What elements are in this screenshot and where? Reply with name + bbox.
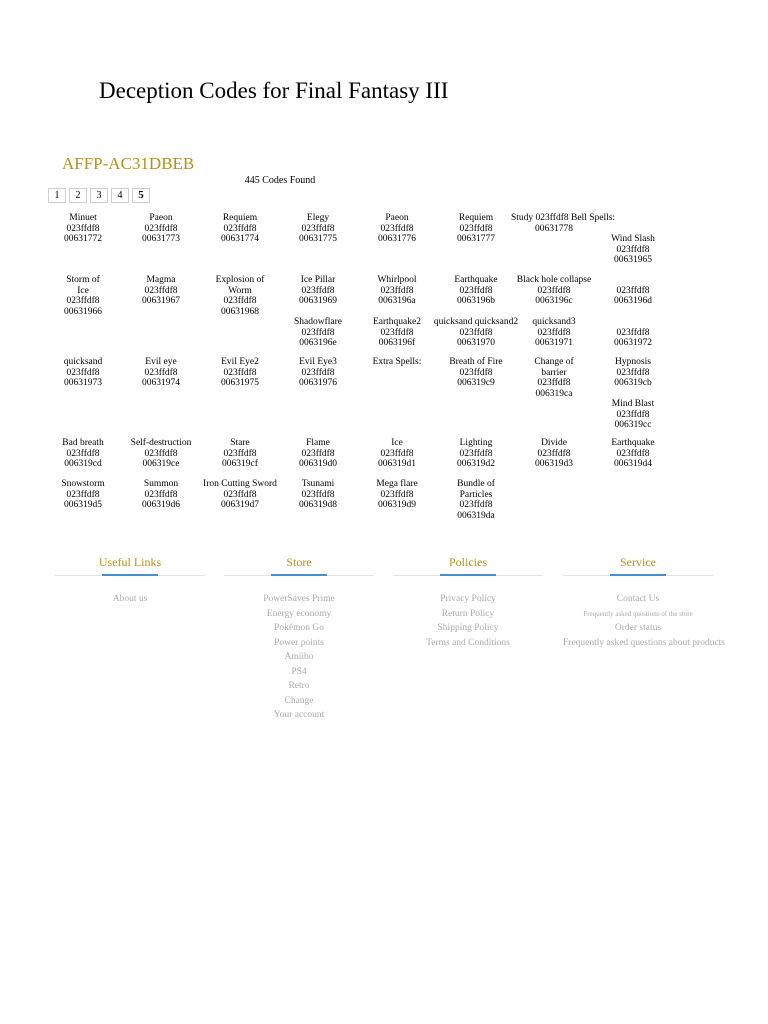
code-line: Extra Spells:	[372, 357, 422, 367]
code-line: 0063196d	[614, 296, 652, 306]
code-line: 023ffdf8	[380, 223, 414, 234]
code-line: 023ffdf8	[616, 285, 650, 296]
code-line: Particles	[459, 489, 493, 500]
code-line: 0063196b	[457, 296, 495, 306]
page-button-3[interactable]: 3	[90, 188, 108, 203]
code-entry	[433, 438, 519, 470]
code-entry	[197, 213, 283, 245]
code-line: 023ffdf8	[380, 327, 414, 338]
page-button-1[interactable]: 1	[48, 188, 66, 203]
code-line: 023ffdf8	[66, 448, 100, 459]
code-line: 023ffdf8	[537, 285, 571, 296]
footer-link[interactable]: Retro	[288, 681, 310, 691]
code-entry	[118, 479, 204, 511]
code-line: 0063196e	[299, 338, 337, 348]
code-line: 023ffdf8	[380, 489, 414, 500]
code-entry	[197, 438, 283, 470]
code-line: Snowstorm	[61, 479, 105, 489]
footer-column-useful-links	[55, 555, 205, 607]
code-line: Explosion of	[215, 275, 265, 285]
code-line: 023ffdf8	[301, 448, 335, 459]
code-line: 023ffdf8	[66, 367, 100, 378]
code-entry	[511, 438, 597, 470]
code-line: 0063196f	[378, 338, 416, 348]
code-line: 00631775	[299, 234, 337, 244]
footer-link[interactable]: Terms and Conditions	[426, 637, 510, 648]
code-line: 00631778	[535, 223, 573, 234]
code-line: Divide	[541, 438, 567, 448]
code-entry	[433, 357, 519, 389]
footer-link[interactable]: Frequently asked questions about products	[563, 637, 726, 648]
code-entry	[197, 357, 283, 389]
code-line: Whirlpool	[377, 275, 417, 285]
code-line	[590, 317, 676, 328]
code-line: 006319d9	[378, 500, 416, 510]
code-line: 0063196c	[535, 296, 573, 306]
code-line: 023ffdf8	[66, 489, 100, 500]
code-line	[590, 307, 676, 318]
code-line: Magma	[146, 275, 176, 285]
code-line: 023ffdf8	[380, 448, 414, 459]
code-line: 006319d3	[535, 459, 573, 469]
code-line: Breath of Fire	[449, 357, 503, 367]
code-line: 006319d7	[221, 500, 259, 510]
code-entry	[354, 479, 440, 511]
code-line: Requiem	[458, 213, 494, 223]
footer-divider	[55, 575, 205, 576]
footer-heading: Policies	[449, 555, 487, 569]
code-entry	[40, 275, 126, 317]
code-line: Elegy	[306, 213, 330, 223]
footer-links	[563, 592, 726, 650]
code-line: 023ffdf8	[223, 296, 257, 306]
code-line: 023ffdf8	[66, 296, 100, 306]
code-line: 00631975	[221, 378, 259, 388]
code-line	[433, 307, 519, 318]
game-code-id: AFFP-AC31DBEB	[62, 154, 195, 173]
footer-link[interactable]: Power points	[274, 637, 324, 648]
code-entry	[511, 213, 616, 234]
code-line: 006319d1	[378, 459, 416, 469]
code-entry	[275, 275, 361, 349]
code-entry	[118, 275, 204, 307]
code-line: Storm of	[66, 275, 100, 285]
code-entry	[354, 438, 440, 470]
code-entry	[433, 479, 519, 521]
footer-links	[224, 592, 374, 723]
footer-link[interactable]: Amiibo	[284, 652, 314, 662]
footer-link[interactable]: Frequently asked questions of the store	[583, 609, 693, 618]
code-entry	[354, 213, 440, 245]
code-entry	[275, 213, 361, 245]
footer-heading: Store	[286, 555, 312, 569]
code-line: 023ffdf8	[537, 448, 571, 459]
code-entry	[354, 275, 440, 349]
code-line: 00631776	[378, 234, 416, 244]
code-line: 00631971	[535, 338, 573, 348]
code-entry	[433, 275, 519, 349]
code-line	[590, 389, 676, 400]
footer-divider	[563, 575, 713, 576]
code-line: Worm	[228, 285, 252, 296]
code-line: 023ffdf8	[616, 244, 650, 255]
code-line	[275, 307, 361, 318]
footer-link[interactable]: Energy economy	[266, 608, 332, 619]
code-line: 023ffdf8	[144, 223, 178, 234]
code-line: 023ffdf8	[459, 285, 493, 296]
code-line: Shadowflare	[293, 317, 342, 327]
code-line: Requiem	[222, 213, 258, 223]
code-entry	[511, 275, 597, 349]
code-line: 0063196a	[378, 296, 416, 306]
code-line: 023ffdf8	[223, 489, 257, 500]
code-line: 006319ca	[535, 388, 573, 399]
code-line: 023ffdf8	[537, 327, 571, 338]
code-entry	[197, 275, 283, 317]
code-line: 023ffdf8	[537, 378, 571, 388]
code-line: quicksand	[63, 357, 103, 367]
code-line: Wind Slash	[611, 234, 655, 244]
code-line: 00631976	[299, 378, 337, 388]
code-entry	[40, 479, 126, 511]
code-line: 00631970	[457, 338, 495, 348]
code-line: 023ffdf8	[301, 327, 335, 338]
code-line: Lighting	[459, 438, 493, 448]
code-line: 023ffdf8	[144, 367, 178, 378]
code-line: Tsunami	[301, 479, 335, 489]
code-line: Self-destruction	[130, 438, 192, 448]
page-button-4[interactable]: 4	[111, 188, 129, 203]
code-line: 006319da	[457, 510, 495, 521]
code-line: 023ffdf8	[459, 367, 493, 378]
code-line: Study 023ffdf8 Bell Spells:	[511, 213, 616, 223]
code-line: Hypnosis	[615, 357, 651, 367]
footer-link[interactable]: Shipping Policy	[437, 623, 499, 633]
code-entry	[511, 357, 597, 399]
code-line: Summon	[143, 479, 179, 489]
code-line: 006319cb	[614, 378, 652, 388]
code-line: Flame	[306, 438, 330, 448]
code-line: quicksand3	[532, 317, 576, 327]
code-line: 023ffdf8	[223, 367, 257, 378]
code-line: Ice	[77, 285, 89, 296]
footer-links	[55, 592, 205, 607]
code-line: 00631969	[299, 296, 337, 306]
code-line	[511, 307, 597, 318]
code-line: 00631967	[142, 296, 180, 306]
code-line: 023ffdf8	[459, 327, 493, 338]
code-line: 023ffdf8	[616, 448, 650, 459]
code-line: 006319d4	[614, 459, 652, 469]
footer-column-service	[563, 555, 726, 650]
code-line: Stare	[230, 438, 250, 448]
code-line: 023ffdf8	[459, 223, 493, 234]
code-line: 023ffdf8	[459, 500, 493, 510]
code-line: Evil eye	[145, 357, 177, 367]
code-line: 023ffdf8	[301, 367, 335, 378]
footer-link[interactable]: Return Policy	[441, 608, 495, 619]
page-button-5[interactable]: 5	[132, 188, 150, 203]
code-line: 023ffdf8	[301, 223, 335, 234]
code-line: 00631973	[64, 378, 102, 388]
code-line	[354, 307, 440, 318]
footer-link[interactable]: Pokémon Go	[274, 623, 324, 633]
page-button-2[interactable]: 2	[69, 188, 87, 203]
footer-link[interactable]: Contact Us	[616, 594, 660, 604]
footer-link[interactable]: Change	[284, 695, 314, 706]
code-line: Paeon	[385, 213, 409, 223]
code-entry	[275, 479, 361, 511]
footer-heading: Useful Links	[98, 555, 162, 569]
code-line: 023ffdf8	[144, 448, 178, 459]
code-entry	[197, 479, 283, 511]
code-entry	[275, 357, 361, 389]
code-line	[590, 213, 676, 224]
code-line: 006319cf	[222, 459, 258, 469]
code-line: 006319cc	[614, 420, 652, 430]
codes-found-count: 445 Codes Found	[244, 175, 316, 186]
footer-divider	[393, 575, 543, 576]
code-entry	[118, 357, 204, 389]
code-line: 023ffdf8	[616, 409, 650, 420]
code-line: 023ffdf8	[616, 367, 650, 378]
footer-link[interactable]: PowerSaves Prime	[263, 594, 335, 604]
code-line: 00631772	[64, 234, 102, 244]
code-line: 023ffdf8	[223, 448, 257, 459]
code-line: 006319d5	[64, 500, 102, 510]
footer-column-policies	[393, 555, 543, 650]
code-entry	[118, 213, 204, 245]
code-line: quicksand quicksand2	[433, 317, 519, 327]
code-line: 006319d2	[457, 459, 495, 469]
code-line: Black hole collapse	[516, 275, 592, 285]
footer-heading: Service	[620, 555, 656, 569]
code-entry	[40, 357, 126, 389]
code-line: 00631966	[64, 306, 102, 317]
footer-link[interactable]: Your account	[273, 710, 325, 720]
code-line: Iron Cutting Sword	[203, 479, 277, 489]
code-line: Bad breath	[62, 438, 104, 448]
code-line: 00631968	[221, 306, 259, 317]
code-entry	[590, 213, 676, 266]
code-line: 006319ce	[142, 459, 180, 469]
code-line: Earthquake	[611, 438, 655, 448]
code-line: 023ffdf8	[301, 489, 335, 500]
code-entry	[590, 357, 676, 431]
code-entry	[354, 357, 440, 368]
code-line: 006319c9	[457, 378, 495, 388]
code-line: 023ffdf8	[223, 223, 257, 234]
code-line	[590, 275, 676, 286]
code-line: Ice Pillar	[300, 275, 336, 285]
code-line: 006319d6	[142, 500, 180, 510]
footer-link[interactable]: About us	[112, 594, 148, 604]
code-line: 023ffdf8	[380, 285, 414, 296]
code-line: 023ffdf8	[144, 489, 178, 500]
code-entry	[590, 438, 676, 470]
code-line: 00631774	[221, 234, 259, 244]
code-entry	[118, 438, 204, 470]
code-line: 00631965	[614, 255, 652, 265]
code-line: Minuet	[69, 213, 97, 223]
code-line: 023ffdf8	[144, 285, 178, 296]
code-line: 023ffdf8	[616, 327, 650, 338]
page-title: Deception Codes for Final Fantasy III	[99, 78, 449, 103]
code-entry	[590, 275, 676, 349]
code-line: Evil Eye2	[221, 357, 259, 367]
code-line: 006319cd	[64, 459, 102, 469]
code-line: 00631972	[614, 338, 652, 348]
footer-link[interactable]: Order status	[614, 623, 662, 633]
code-line: Mega flare	[376, 479, 418, 489]
code-line: 023ffdf8	[301, 285, 335, 296]
code-line: 00631773	[142, 234, 180, 244]
code-entry	[275, 438, 361, 470]
code-entry	[40, 438, 126, 470]
code-line: Bundle of	[457, 479, 495, 489]
code-line: Ice	[391, 438, 403, 448]
code-line: Paeon	[149, 213, 173, 223]
code-line: Change of	[534, 357, 574, 367]
code-line: 023ffdf8	[459, 448, 493, 459]
footer-divider	[224, 575, 374, 576]
code-line: 023ffdf8	[66, 223, 100, 234]
footer-links	[393, 592, 543, 650]
code-line: Mind Blast	[611, 399, 655, 409]
footer-column-store	[224, 555, 374, 723]
code-line: 00631777	[457, 234, 495, 244]
code-entry	[40, 213, 126, 245]
footer-link[interactable]: Privacy Policy	[440, 594, 496, 604]
code-line: Earthquake	[454, 275, 498, 285]
code-line: 006319d0	[299, 459, 337, 469]
code-line: Evil Eye3	[299, 357, 337, 367]
code-line: 006319d8	[299, 500, 337, 510]
code-line	[590, 224, 676, 235]
code-line: barrier	[541, 367, 567, 378]
code-line: Earthquake2	[372, 317, 421, 327]
code-line: 00631974	[142, 378, 180, 388]
code-entry	[433, 213, 519, 245]
footer-link[interactable]: PS4	[291, 666, 307, 677]
